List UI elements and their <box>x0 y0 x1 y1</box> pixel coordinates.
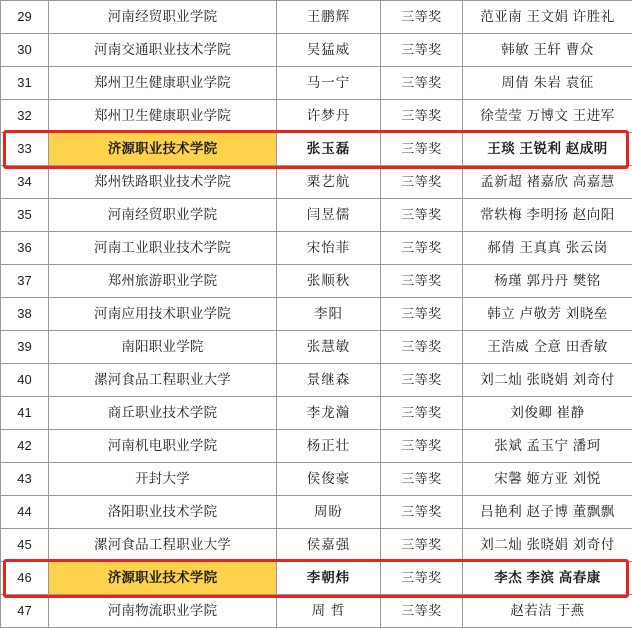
cell-serial-number: 40 <box>1 364 49 397</box>
cell-student-name: 李朝炜 <box>277 562 381 595</box>
cell-serial-number: 34 <box>1 166 49 199</box>
cell-serial-number: 35 <box>1 199 49 232</box>
cell-coach-names: 王琰 王锐利 赵成明 <box>463 133 632 166</box>
award-table-body <box>1 1 632 628</box>
cell-award-level: 三等奖 <box>381 430 463 463</box>
cell-award-level: 三等奖 <box>381 133 463 166</box>
cell-student-name: 周 哲 <box>277 595 381 628</box>
cell-award-level: 三等奖 <box>381 265 463 298</box>
cell-award-level: 三等奖 <box>381 298 463 331</box>
cell-school-name: 商丘职业技术学院 <box>49 397 277 430</box>
table-row <box>1 199 632 232</box>
cell-award-level: 三等奖 <box>381 562 463 595</box>
cell-award-level: 三等奖 <box>381 529 463 562</box>
cell-school-name: 南阳职业学院 <box>49 331 277 364</box>
cell-serial-number: 39 <box>1 331 49 364</box>
cell-student-name: 王鹏辉 <box>277 1 381 34</box>
cell-coach-names: 李杰 李滨 高春康 <box>463 562 632 595</box>
cell-serial-number: 29 <box>1 1 49 34</box>
cell-serial-number: 46 <box>1 562 49 595</box>
table-row <box>1 595 632 628</box>
cell-serial-number: 33 <box>1 133 49 166</box>
cell-award-level: 三等奖 <box>381 397 463 430</box>
cell-school-name: 漯河食品工程职业大学 <box>49 364 277 397</box>
cell-student-name: 李阳 <box>277 298 381 331</box>
table-row <box>1 34 632 67</box>
cell-serial-number: 31 <box>1 67 49 100</box>
cell-student-name: 杨正壮 <box>277 430 381 463</box>
cell-serial-number: 44 <box>1 496 49 529</box>
cell-award-level: 三等奖 <box>381 34 463 67</box>
cell-school-name: 洛阳职业技术学院 <box>49 496 277 529</box>
cell-student-name: 李龙瀚 <box>277 397 381 430</box>
table-row <box>1 496 632 529</box>
table-row <box>1 1 632 34</box>
cell-serial-number: 37 <box>1 265 49 298</box>
cell-school-name: 漯河食品工程职业大学 <box>49 529 277 562</box>
table-row <box>1 430 632 463</box>
cell-serial-number: 32 <box>1 100 49 133</box>
table-row <box>1 265 632 298</box>
cell-coach-names: 孟新超 褚嘉欣 高嘉慧 <box>463 166 632 199</box>
cell-student-name: 张顺秋 <box>277 265 381 298</box>
cell-award-level: 三等奖 <box>381 232 463 265</box>
cell-serial-number: 45 <box>1 529 49 562</box>
table-row <box>1 331 632 364</box>
table-row <box>1 529 632 562</box>
cell-school-name: 河南机电职业学院 <box>49 430 277 463</box>
cell-coach-names: 郝倩 王真真 张云岗 <box>463 232 632 265</box>
cell-student-name: 吴猛威 <box>277 34 381 67</box>
table-row <box>1 232 632 265</box>
cell-coach-names: 王浩威 仝意 田香敏 <box>463 331 632 364</box>
cell-serial-number: 43 <box>1 463 49 496</box>
cell-student-name: 张玉磊 <box>277 133 381 166</box>
cell-coach-names: 常轶梅 李明扬 赵向阳 <box>463 199 632 232</box>
cell-coach-names: 韩立 卢敬芳 刘晓垒 <box>463 298 632 331</box>
table-row <box>1 67 632 100</box>
cell-award-level: 三等奖 <box>381 166 463 199</box>
cell-school-name: 河南经贸职业学院 <box>49 199 277 232</box>
cell-award-level: 三等奖 <box>381 331 463 364</box>
cell-school-name: 开封大学 <box>49 463 277 496</box>
cell-award-level: 三等奖 <box>381 463 463 496</box>
table-row <box>1 298 632 331</box>
cell-coach-names: 吕艳利 赵子博 董飘飘 <box>463 496 632 529</box>
table-row <box>1 463 632 496</box>
cell-serial-number: 30 <box>1 34 49 67</box>
cell-serial-number: 47 <box>1 595 49 628</box>
cell-award-level: 三等奖 <box>381 595 463 628</box>
cell-school-name: 郑州旅游职业学院 <box>49 265 277 298</box>
table-row <box>1 133 632 166</box>
cell-coach-names: 周倩 朱岩 袁征 <box>463 67 632 100</box>
cell-serial-number: 42 <box>1 430 49 463</box>
cell-student-name: 侯嘉强 <box>277 529 381 562</box>
cell-student-name: 景继森 <box>277 364 381 397</box>
cell-school-name: 济源职业技术学院 <box>49 133 277 166</box>
cell-award-level: 三等奖 <box>381 199 463 232</box>
cell-award-level: 三等奖 <box>381 100 463 133</box>
cell-coach-names: 刘二灿 张晓娟 刘奇付 <box>463 364 632 397</box>
table-row <box>1 364 632 397</box>
cell-student-name: 侯俊豪 <box>277 463 381 496</box>
cell-coach-names: 韩敏 王轩 曹众 <box>463 34 632 67</box>
table-row <box>1 562 632 595</box>
cell-school-name: 郑州卫生健康职业学院 <box>49 67 277 100</box>
cell-award-level: 三等奖 <box>381 364 463 397</box>
cell-coach-names: 刘二灿 张晓娟 刘奇付 <box>463 529 632 562</box>
cell-award-level: 三等奖 <box>381 1 463 34</box>
cell-school-name: 河南应用技术职业学院 <box>49 298 277 331</box>
cell-student-name: 马一宁 <box>277 67 381 100</box>
cell-school-name: 郑州铁路职业技术学院 <box>49 166 277 199</box>
cell-school-name: 河南交通职业技术学院 <box>49 34 277 67</box>
cell-coach-names: 赵若洁 于燕 <box>463 595 632 628</box>
cell-student-name: 栗艺航 <box>277 166 381 199</box>
cell-student-name: 张慧敏 <box>277 331 381 364</box>
cell-coach-names: 刘俊卿 崔静 <box>463 397 632 430</box>
table-row <box>1 100 632 133</box>
cell-coach-names: 杨瑾 郭丹丹 樊铭 <box>463 265 632 298</box>
cell-serial-number: 41 <box>1 397 49 430</box>
cell-award-level: 三等奖 <box>381 496 463 529</box>
cell-student-name: 周盼 <box>277 496 381 529</box>
cell-serial-number: 36 <box>1 232 49 265</box>
cell-award-level: 三等奖 <box>381 67 463 100</box>
cell-school-name: 河南物流职业学院 <box>49 595 277 628</box>
cell-coach-names: 张斌 孟玉宁 潘珂 <box>463 430 632 463</box>
cell-coach-names: 宋馨 姬方亚 刘悦 <box>463 463 632 496</box>
cell-serial-number: 38 <box>1 298 49 331</box>
cell-student-name: 宋怡菲 <box>277 232 381 265</box>
cell-student-name: 许梦丹 <box>277 100 381 133</box>
cell-school-name: 济源职业技术学院 <box>49 562 277 595</box>
table-row <box>1 397 632 430</box>
table-row <box>1 166 632 199</box>
cell-school-name: 河南经贸职业学院 <box>49 1 277 34</box>
cell-school-name: 河南工业职业技术学院 <box>49 232 277 265</box>
cell-school-name: 郑州卫生健康职业学院 <box>49 100 277 133</box>
cell-student-name: 闫昱儒 <box>277 199 381 232</box>
cell-coach-names: 范亚南 王文娟 许胜礼 <box>463 1 632 34</box>
cell-coach-names: 徐莹莹 万博文 王进军 <box>463 100 632 133</box>
